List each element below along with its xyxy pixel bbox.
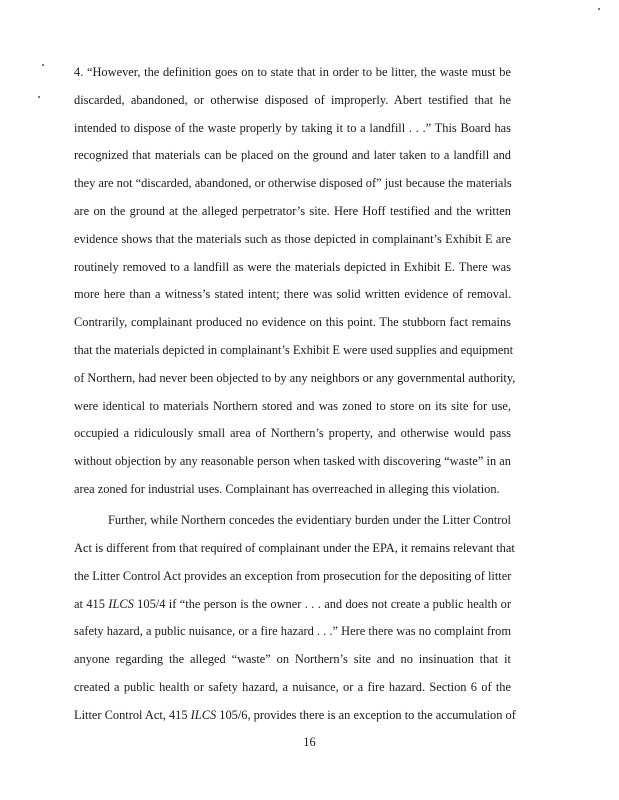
text-line: without objection by any reasonable person when tasked with discovering “waste” in an xyxy=(74,454,511,469)
text-line: more here than a witness’s stated intent; there was solid written evidence of removal. xyxy=(74,287,511,302)
paragraph-2-first-line: Further, while Northern concedes the evidentiary burden under the Litter Control xyxy=(108,513,511,527)
text-line: evidence shows that the materials such as those depicted in complainant’s Exhibit E are xyxy=(74,231,511,246)
text-line: that the materials depicted in complainant’s Exhibit E were used supplies and equipment xyxy=(74,343,514,357)
scan-speck xyxy=(598,8,600,10)
text-line: 4. “However, the definition goes on to state that in order to be litter, the waste must be xyxy=(74,65,511,79)
text-line: anyone regarding the alleged “waste” on Northern’s site and no insinuation that it xyxy=(74,652,511,667)
text-line: routinely removed to a landfill as were the materials depicted in Exhibit E. There was xyxy=(74,259,511,274)
text-line: were identical to materials Northern stored and was zoned to store on its site for use, xyxy=(74,398,511,413)
text-line: created a public health or safety hazard, a nuisance, or a fire hazard. Section 6 of the xyxy=(74,680,511,694)
text-line: Act is different from that required of complainant under the EPA, it remains relevant that xyxy=(74,541,515,555)
text-line: recognized that materials can be placed on the ground and later taken to a landfill and xyxy=(74,148,511,163)
text-line: Contrarily, complainant produced no evidence on this point. The stubborn fact remains xyxy=(74,315,511,330)
scan-speck xyxy=(42,64,44,66)
text-line: the Litter Control Act provides an exception from prosecution for the depositing of litter xyxy=(74,568,512,583)
text-line: they are not “discarded, abandoned, or otherwise disposed of” just because the materials xyxy=(74,176,512,191)
text-line: Litter Control Act, 415 ILCS 105/6, provides there is an exception to the accumulation of xyxy=(74,707,516,722)
scan-speck xyxy=(38,96,40,98)
text-line: are on the ground at the alleged perpetrator’s site. Here Hoff testified and the written xyxy=(74,204,511,218)
text-line: discarded, abandoned, or otherwise disposed of improperly. Abert testified that he xyxy=(74,92,511,107)
text-line: at 415 ILCS 105/4 if “the person is the owner . . . and does not create a public health or xyxy=(74,596,511,611)
text-line: intended to dispose of the waste properly by taking it to a landfill . . .” This Board has xyxy=(74,120,511,135)
text-line: area zoned for industrial uses. Complainant has overreached in alleging this violation. xyxy=(74,482,500,496)
page-number: 16 xyxy=(303,735,316,749)
text-line: of Northern, had never been objected to by any neighbors or any governmental authority, xyxy=(74,370,516,385)
text-line: occupied a ridiculously small area of Northern’s property, and otherwise would pass xyxy=(74,426,511,441)
text-line: safety hazard, a public nuisance, or a fire hazard . . .” Here there was no complaint from xyxy=(74,624,511,639)
